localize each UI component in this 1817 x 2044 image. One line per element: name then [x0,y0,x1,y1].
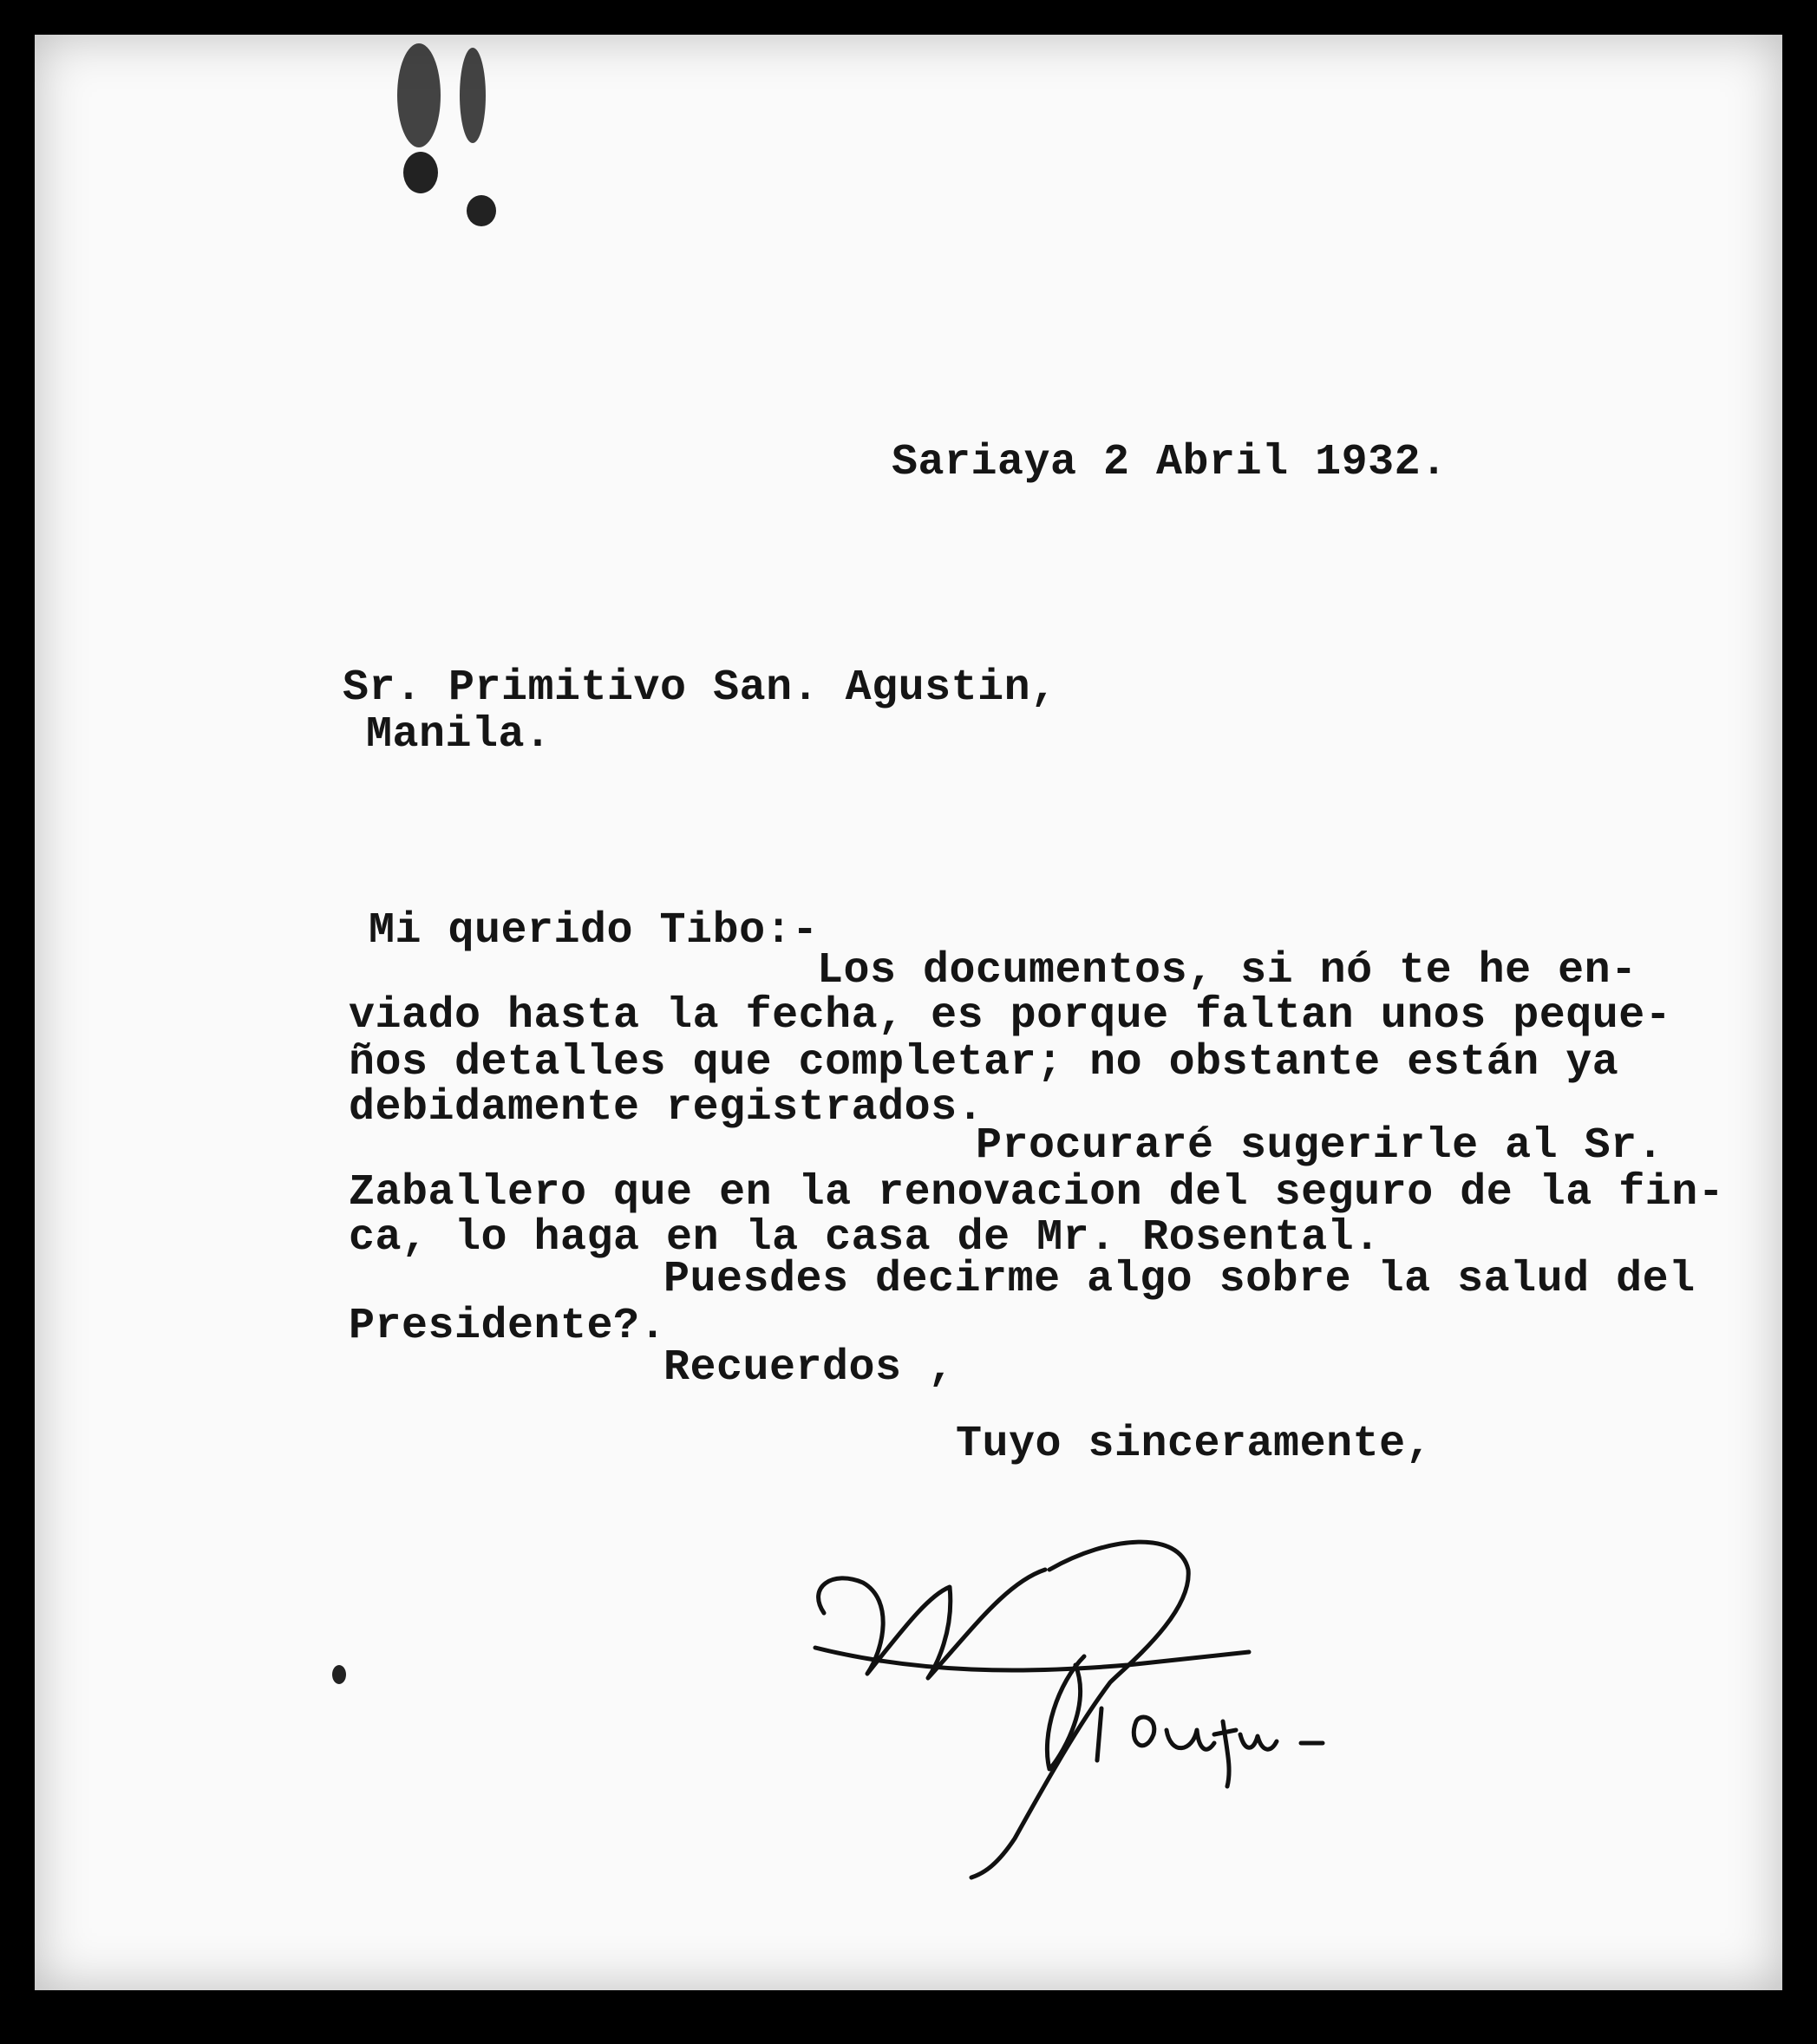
ink-stain [403,152,438,193]
ink-dot [332,1665,346,1684]
body-line: Presidente?. [349,1302,667,1351]
body-line: Recuerdos , [663,1343,955,1393]
body-line: Los documentos, si nó te he en- [817,946,1637,996]
body-line: viado hasta la fecha, es porque faltan unos peque- [349,991,1672,1041]
handwritten-signature [798,1535,1422,1882]
letter-date: Sariaya 2 Abril 1932. [892,438,1448,487]
salutation: Mi querido Tibo:- [369,906,819,956]
recipient-city: Manila. [366,710,552,760]
body-line: Puesdes decirme algo sobre la salud del [663,1255,1696,1304]
body-line: ños detalles que completar; no obstante están ya [349,1038,1619,1087]
letter-page [35,35,1782,1990]
body-line: Zaballero que en la renovacion del seguro de la fin- [349,1168,1725,1218]
ink-stain [460,48,486,143]
ink-stain [467,195,496,226]
body-line: Procuraré sugerirle al Sr. [976,1121,1664,1171]
recipient-name: Sr. Primitivo San. Agustin, [343,663,1057,713]
body-line: debidamente registrados. [349,1083,984,1133]
body-line: ca, lo haga en la casa de Mr. Rosental. [349,1213,1381,1263]
closing: Tuyo sinceramente, [956,1420,1433,1469]
ink-stain [397,43,441,147]
